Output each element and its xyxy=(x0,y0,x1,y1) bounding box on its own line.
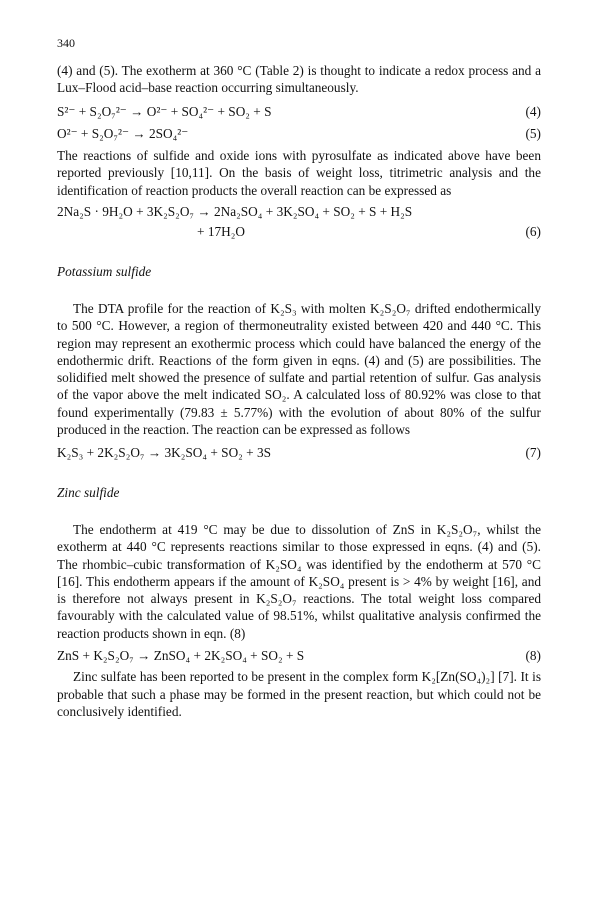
section-heading-zinc-sulfide: Zinc sulfide xyxy=(57,484,120,500)
equation-6 xyxy=(57,203,541,220)
equation-7-text: K₂S₃ + 2K₂S₂O₇ → 3K₂SO₄ + SO₂ + 3S xyxy=(57,445,272,461)
equation-4-text: S²⁻ + S₂O₇²⁻ → O²⁻ + SO₄²⁻ + SO₂ + S xyxy=(57,103,272,119)
equation-4-number: (4) xyxy=(525,103,541,119)
equation-6-number: (6) xyxy=(525,224,541,240)
equation-7 xyxy=(57,444,541,461)
equation-5-number: (5) xyxy=(525,125,541,141)
journal-page xyxy=(57,36,541,720)
equation-8-text: ZnS + K₂S₂O₇ → ZnSO₄ + 2K₂SO₄ + SO₂ + S xyxy=(57,648,305,664)
equation-5-text: O²⁻ + S₂O₇²⁻ → 2SO₄²⁻ xyxy=(57,125,189,141)
equation-4 xyxy=(57,103,541,120)
equation-7-number: (7) xyxy=(525,445,541,461)
zinc-sulfate-paragraph: Zinc sulfate has been reported to be present in the complex form K₂[Zn(SO₄)₂] [7]. It is probable that such a phase may be formed in the present reaction, but which could not be conclusively identified. xyxy=(57,669,541,719)
equation-8 xyxy=(57,647,541,664)
potassium-sulfide-paragraph: The DTA profile for the reaction of K₂S₃ with molten K₂S₂O₇ drifted endothermically to 500 °C. However, a region of thermoneutrality existed between 420 and 440 °C. This region may represent an exothermic process which could have balanced the energy of the endothermic drift. Reactions of the form given in eqns. (4) and (5) are possibilities. The solidified melt showed the presence of sulfate and partial retention of sulfur. Gas analysis of the vapor above the melt indicated SO₂. A calculated loss of 80.92% was close to that found experimentally (79.83 ± 5.77%) with the evolution of about 80% of the sulfur produced in the reaction. The reaction can be expressed as follows xyxy=(57,300,541,438)
zinc-sulfide-paragraph: The endotherm at 419 °C may be due to dissolution of ZnS in K₂S₂O₇, whilst the exotherm at 440 °C represents reactions similar to those expressed in eqns. (4) and (5). The rhombic–cubic transformation of K₂SO₄ was identified by the endotherm at 570 °C [16]. This endotherm appears if the amount of K₂SO₄ present is > 4% by weight [16], and is therefore not always present in K₂S₂O₇ reactions. The total weight loss compared favourably with the calculated value of 98.51%, whilst qualitative analysis confirmed the reaction products shown in eqn. (8) xyxy=(57,521,541,641)
page-number: 340 xyxy=(57,36,75,50)
equation-6-line-2: + 17H₂O xyxy=(197,224,245,240)
equation-5 xyxy=(57,125,541,142)
section-heading-potassium-sulfide: Potassium sulfide xyxy=(57,263,152,279)
reactions-paragraph: The reactions of sulfide and oxide ions with pyrosulfate as indicated above have been reported previously [10,11]. On the basis of weight loss, titrimetric analysis and the identification of reaction products the overall reaction can be expressed as xyxy=(57,148,541,198)
equation-6-continuation xyxy=(57,223,541,240)
equation-6-line-1: 2Na₂S · 9H₂O + 3K₂S₂O₇ → 2Na₂SO₄ + 3K₂SO₄ + SO₂ + S + H₂S xyxy=(57,204,413,220)
intro-paragraph: (4) and (5). The exotherm at 360 °C (Table 2) is thought to indicate a redox process and a Lux–Flood acid–base reaction occurring simultaneously. xyxy=(57,63,541,96)
equation-8-number: (8) xyxy=(525,648,541,664)
